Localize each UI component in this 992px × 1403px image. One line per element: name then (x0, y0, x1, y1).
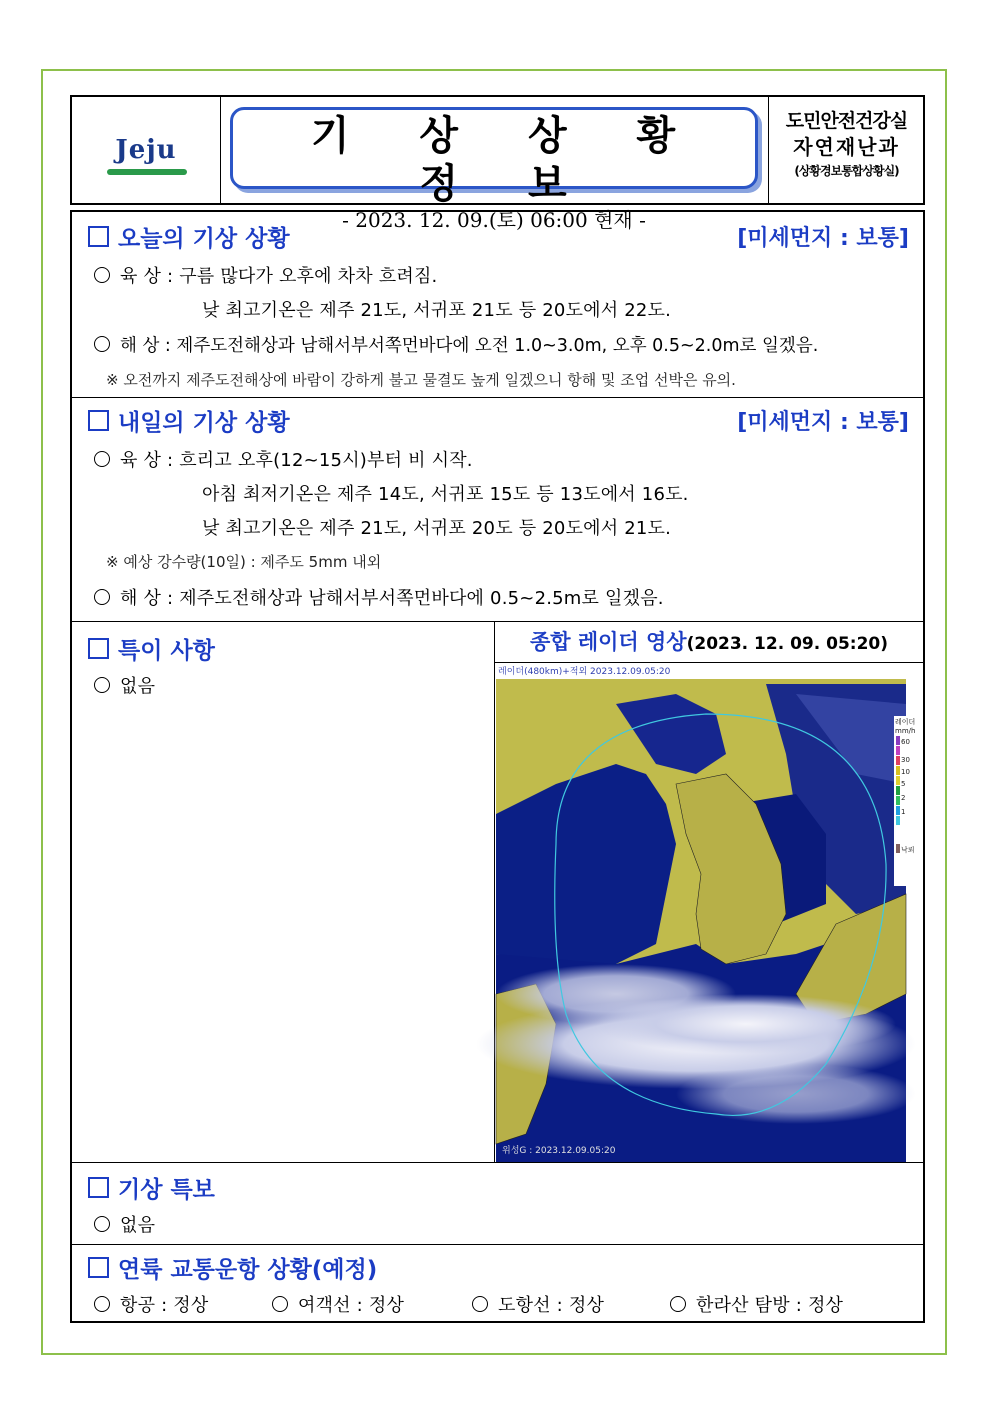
legend-level: 2 (901, 794, 906, 802)
warning-section (72, 1163, 923, 1245)
traffic-item-ferry (272, 1291, 404, 1317)
logo-text: Jeju (115, 135, 177, 165)
department-line1: 도민안전건강실 (785, 110, 908, 132)
radar-title-text: 종합 레이더 영상 (529, 630, 687, 654)
circle-bullet-icon (94, 267, 110, 283)
radar-panel (494, 622, 923, 1162)
today-dust-status: [미세먼지 : 보통] (737, 226, 909, 251)
circle-bullet-icon (94, 336, 110, 352)
today-heading-text: 오늘의 기상 상황 (118, 226, 290, 252)
circle-bullet-icon (272, 1296, 288, 1312)
circle-bullet-icon (94, 589, 110, 605)
legend-unit: mm/h (895, 727, 916, 735)
legend-lightning: 낙뢰 (901, 846, 915, 854)
radar-time: (2023. 12. 09. 05:20) (686, 634, 889, 654)
tomorrow-rain-note: ※ 예상 강수량(10일) : 제주도 5mm 내외 (106, 553, 382, 571)
today-sea-label: 해 상 : (120, 336, 171, 356)
checkbox-square-icon (88, 1177, 109, 1198)
header (70, 95, 925, 232)
traffic-section (72, 1245, 923, 1321)
radar-caption-bottom: 위성G : 2023.12.09.05:20 (502, 1146, 616, 1156)
special-heading-text: 특이 사항 (118, 638, 215, 664)
logo-cell (72, 97, 221, 203)
tomorrow-sea-label: 해 상 : (120, 588, 174, 609)
legend-level: 30 (901, 756, 910, 764)
today-land (94, 262, 437, 288)
today-sea-line1: 제주도전해상과 남해서부서쪽먼바다에 오전 1.0~3.0m, 오후 0.5~2.0m로 일겠음. (176, 336, 819, 356)
checkbox-square-icon (88, 226, 109, 247)
traffic-item-text: 항공 : 정상 (120, 1295, 209, 1316)
traffic-heading-text: 연륙 교통운항 상황(예정) (118, 1257, 378, 1283)
legend-title: 레이더 (895, 718, 916, 726)
traffic-item-air (94, 1291, 208, 1317)
radar-caption-top: 레이더(480km)+적외 2023.12.09.05:20 (498, 667, 671, 677)
tomorrow-heading-text: 내일의 기상 상황 (118, 410, 290, 436)
today-sea (94, 332, 818, 357)
today-land-label: 육 상 : (120, 266, 174, 287)
circle-bullet-icon (670, 1296, 686, 1312)
legend-level: 10 (901, 768, 910, 776)
traffic-item-text: 한라산 탐방 : 정상 (696, 1295, 844, 1316)
traffic-item-text: 여객선 : 정상 (298, 1295, 405, 1316)
department-line3: (상황경보통합상황실) (794, 164, 899, 178)
radar-title (495, 622, 923, 663)
tomorrow-heading (88, 404, 290, 437)
tomorrow-dust-status: [미세먼지 : 보통] (737, 410, 909, 435)
warning-heading-text: 기상 특보 (118, 1177, 215, 1203)
warning-heading (88, 1171, 215, 1204)
legend-level: 5 (901, 780, 906, 788)
tomorrow-land (94, 446, 473, 472)
special-item (94, 672, 155, 698)
warning-item (94, 1211, 155, 1237)
warning-item-text: 없음 (120, 1215, 156, 1236)
checkbox-square-icon (88, 1257, 109, 1278)
radar-satellite-map (496, 664, 916, 1162)
report-datetime: - 2023. 12. 09.(토) 06:00 현재 - (342, 208, 646, 232)
title-box (230, 107, 758, 232)
jeju-logo (115, 135, 176, 165)
tomorrow-sea (94, 584, 664, 610)
special-heading (88, 632, 215, 665)
traffic-heading (88, 1251, 377, 1284)
today-land-line2: 낮 최고기온은 제주 21도, 서귀포 21도 등 20도에서 22도. (202, 300, 672, 321)
circle-bullet-icon (94, 451, 110, 467)
special-item-text: 없음 (120, 676, 156, 697)
page-title: 기 상 상 황 정 보 (310, 113, 704, 207)
circle-bullet-icon (472, 1296, 488, 1312)
logo-swoosh (107, 169, 186, 175)
department-cell (768, 97, 924, 203)
today-note: ※ 오전까지 제주도전해상에 바람이 강하게 불고 물결도 높게 일겠으니 항해 및 조업 선박은 유의. (106, 371, 736, 389)
tomorrow-section (72, 398, 923, 622)
circle-bullet-icon (94, 677, 110, 693)
tomorrow-land-line2: 아침 최저기온은 제주 14도, 서귀포 15도 등 13도에서 16도. (202, 484, 689, 505)
tomorrow-land-line3: 낮 최고기온은 제주 21도, 서귀포 20도 등 20도에서 21도. (202, 518, 672, 539)
tomorrow-sea-line1: 제주도전해상과 남해서부서쪽먼바다에 0.5~2.5m로 일겠음. (179, 588, 664, 609)
today-land-line1: 구름 많다가 오후에 차차 흐려짐. (179, 266, 438, 287)
circle-bullet-icon (94, 1296, 110, 1312)
main-table (70, 210, 925, 1323)
today-section (72, 212, 923, 398)
tomorrow-land-label: 육 상 : (120, 450, 174, 471)
radar-image (496, 664, 916, 1162)
legend-level: 60 (901, 738, 910, 746)
tomorrow-land-line1: 흐리고 오후(12~15시)부터 비 시작. (179, 450, 473, 471)
legend-level: 1 (901, 808, 906, 816)
today-heading (88, 220, 290, 253)
traffic-item-hallasan (670, 1291, 843, 1317)
traffic-item-island-ferry (472, 1291, 604, 1317)
checkbox-square-icon (88, 638, 109, 659)
circle-bullet-icon (94, 1216, 110, 1232)
department-line2: 자연재난과 (793, 135, 900, 159)
traffic-item-text: 도항선 : 정상 (498, 1295, 605, 1316)
checkbox-square-icon (88, 410, 109, 431)
